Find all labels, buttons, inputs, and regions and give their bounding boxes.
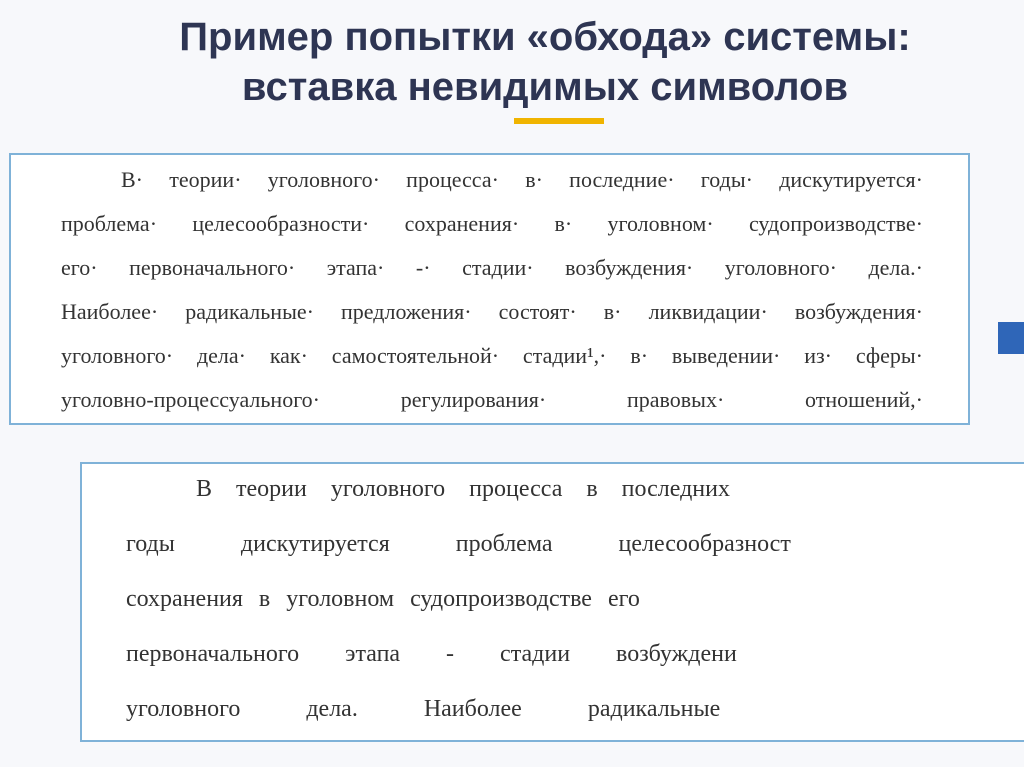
- text-line: первоначального этапа - стадии возбуждени: [126, 641, 737, 667]
- text-line: уголовного· дела· как· самостоятельной· стадии¹,· в· выведении· из· сферы·: [61, 343, 923, 368]
- slide-edge-marker: [998, 322, 1024, 354]
- text-line: Наиболее· радикальные· предложения· состоят· в· ликвидации· возбуждения·: [61, 299, 923, 324]
- text-line: его· первоначального· этапа· -· стадии· возбуждения· уголовного· дела.·: [61, 255, 923, 280]
- title-accent-bar: [514, 118, 604, 124]
- text-line: уголовного дела. Наиболее радикальные: [126, 696, 721, 722]
- title-line-2: вставка невидимых символов: [241, 65, 849, 109]
- text-line: уголовно-процессуального· регулирования· правовых· отношений,·: [61, 387, 923, 412]
- original-text-box: [9, 153, 970, 425]
- obfuscated-text-box: [80, 462, 1024, 742]
- text-line: В теории уголовного процесса в последних: [196, 476, 730, 502]
- title-line-1: Пример попытки «обхода» системы:: [179, 15, 911, 59]
- obfuscated-paragraph: [126, 462, 791, 737]
- text-line: проблема· целесообразности· сохранения· в· уголовном· судопроизводстве·: [61, 211, 923, 236]
- text-line: годы дискутируется проблема целесообразност: [126, 531, 791, 557]
- text-line: В· теории· уголовного· процесса· в· последние· годы· дискутируется·: [121, 167, 923, 192]
- text-line: сохранения в уголовном судопроизводстве его: [126, 586, 640, 612]
- slide-title: [60, 12, 1024, 112]
- original-paragraph: [61, 158, 923, 422]
